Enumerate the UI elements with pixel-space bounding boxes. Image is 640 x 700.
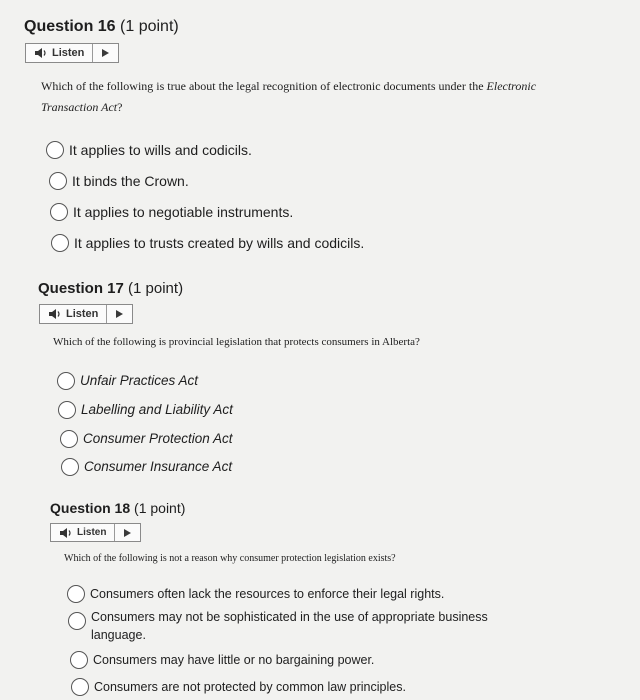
question-prompt: Which of the following is not a reason why consumer protection legislation exists?: [64, 553, 396, 564]
answer-option[interactable]: [68, 608, 521, 644]
radio-button[interactable]: [68, 612, 86, 630]
radio-button[interactable]: [51, 234, 69, 252]
answer-option[interactable]: [61, 458, 232, 476]
radio-button[interactable]: [67, 585, 85, 603]
play-button[interactable]: [107, 305, 132, 323]
question-prompt: Which of the following is provincial legislation that protects consumers in Alberta?: [53, 336, 420, 348]
radio-button[interactable]: [46, 141, 64, 159]
prompt-act-name: Electronic Transaction Act: [41, 79, 537, 114]
question-number: Question 17: [38, 280, 124, 297]
question-17: [38, 280, 598, 474]
option-label: It binds the Crown.: [72, 173, 189, 189]
option-label: Consumer Insurance Act: [84, 459, 233, 474]
radio-button[interactable]: [49, 172, 67, 190]
option-label: Consumer Protection Act: [83, 431, 233, 446]
answer-option[interactable]: [51, 234, 364, 252]
radio-button[interactable]: [60, 430, 78, 448]
question-title: [38, 280, 598, 297]
radio-button[interactable]: [61, 458, 79, 476]
option-label: Consumers may not be sophisticated in the use of appropriate business language.: [91, 610, 488, 642]
option-label: It applies to trusts created by wills and codicils.: [74, 235, 365, 251]
listen-label: Listen: [52, 47, 85, 59]
listen-button[interactable]: [40, 305, 107, 323]
answer-option[interactable]: [49, 172, 189, 190]
listen-label: Listen: [66, 308, 99, 320]
listen-control: [25, 43, 119, 63]
question-16: [24, 18, 584, 251]
question-prompt: [41, 76, 571, 118]
answer-option[interactable]: [71, 678, 406, 696]
question-points: (1 point): [120, 18, 179, 35]
play-button[interactable]: [115, 524, 140, 541]
radio-button[interactable]: [70, 651, 88, 669]
play-icon: [102, 49, 109, 57]
option-label: It applies to wills and codicils.: [69, 142, 252, 158]
question-title: [50, 500, 610, 516]
radio-button[interactable]: [57, 372, 75, 390]
speaker-icon: [59, 528, 73, 538]
question-number: Question 16: [24, 18, 116, 35]
answer-option[interactable]: [57, 372, 198, 390]
play-icon: [124, 529, 131, 537]
option-label: Labelling and Liability Act: [81, 402, 233, 417]
option-label: Consumers are not protected by common law principles.: [94, 680, 406, 694]
listen-button[interactable]: [26, 44, 93, 62]
radio-button[interactable]: [50, 203, 68, 221]
speaker-icon: [48, 309, 62, 319]
answer-option[interactable]: [70, 651, 374, 669]
answer-option[interactable]: [60, 430, 233, 448]
answer-option[interactable]: [67, 585, 444, 603]
listen-label: Listen: [77, 527, 107, 538]
option-label: Consumers often lack the resources to enforce their legal rights.: [90, 587, 445, 601]
play-icon: [116, 310, 123, 318]
listen-control: [39, 304, 133, 324]
option-label: Unfair Practices Act: [80, 373, 199, 388]
prompt-text: Which of the following is true about the legal recognition of electronic documents under the: [41, 79, 487, 93]
answer-option[interactable]: [58, 401, 233, 419]
option-label: Consumers may have little or no bargaining power.: [93, 653, 375, 667]
question-points: (1 point): [134, 500, 186, 516]
question-18: [50, 500, 610, 694]
prompt-end: ?: [117, 100, 123, 114]
radio-button[interactable]: [58, 401, 76, 419]
question-points: (1 point): [128, 280, 184, 297]
listen-control: [50, 523, 141, 542]
listen-button[interactable]: [51, 524, 115, 541]
answer-option[interactable]: [46, 141, 252, 159]
answer-option[interactable]: [50, 203, 293, 221]
question-title: [24, 18, 584, 36]
radio-button[interactable]: [71, 678, 89, 696]
option-label: It applies to negotiable instruments.: [73, 204, 294, 220]
speaker-icon: [34, 48, 48, 58]
play-button[interactable]: [93, 44, 118, 62]
question-number: Question 18: [50, 500, 131, 516]
